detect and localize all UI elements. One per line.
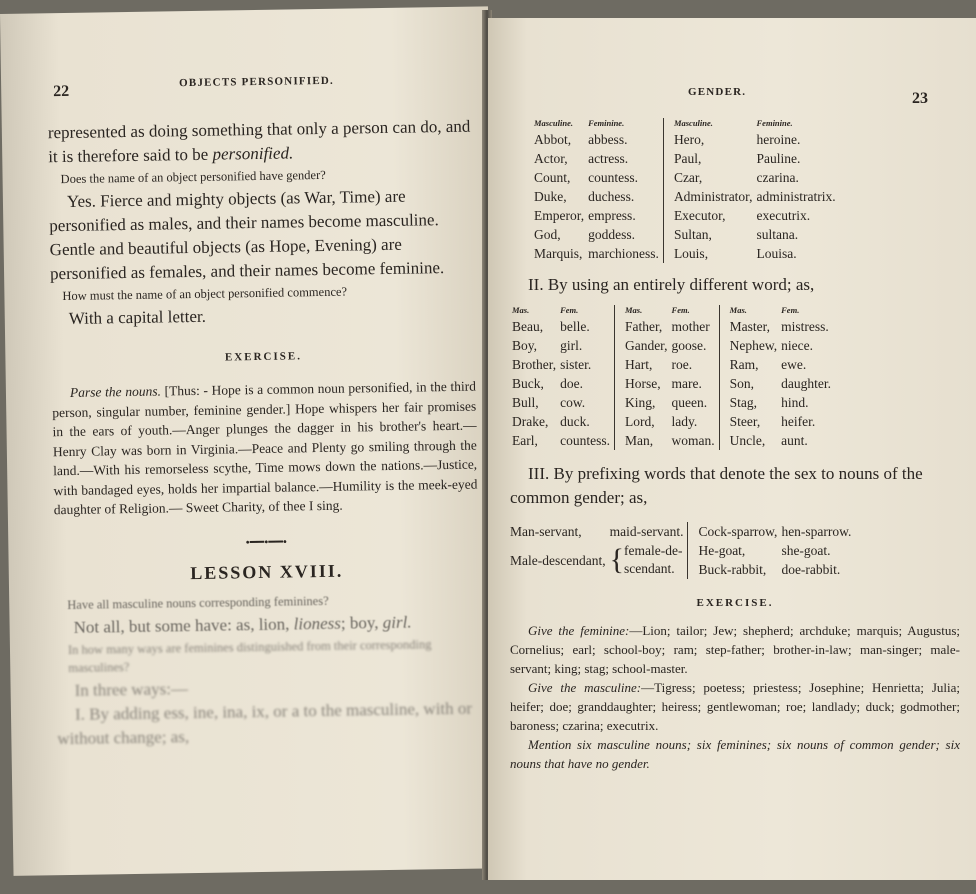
table-cell: King, bbox=[614, 393, 671, 412]
column-header: Masculine. bbox=[663, 118, 756, 130]
question: How must the name of an object personified commence? bbox=[62, 284, 348, 304]
table-cell: lady. bbox=[671, 414, 698, 429]
table-cell: Man-servant, bbox=[510, 524, 582, 539]
table-row bbox=[512, 374, 835, 393]
table-cell: He-goat, bbox=[688, 541, 781, 560]
table-cell: hind. bbox=[781, 395, 809, 410]
table-cell: Administrator, bbox=[663, 187, 756, 206]
word-table-1 bbox=[534, 118, 840, 263]
table-cell: Drake, bbox=[512, 414, 549, 429]
table-row bbox=[534, 168, 840, 187]
table-cell: girl. bbox=[560, 338, 583, 353]
table-cell: doe-rabbit. bbox=[781, 562, 841, 577]
table-cell: Count, bbox=[534, 170, 571, 185]
table-cell: Czar, bbox=[663, 168, 756, 187]
lesson-title: LESSON XVIII. bbox=[190, 560, 344, 583]
exercise-instruction: Give the masculine: bbox=[528, 680, 642, 695]
table-cell: hen-sparrow. bbox=[781, 524, 852, 539]
paragraph: represented as doing something that only a person can do, and it is therefore said to be bbox=[47, 116, 471, 167]
table-cell: Earl, bbox=[512, 433, 538, 448]
table-cell: cow. bbox=[560, 395, 586, 410]
table-cell: administratrix. bbox=[756, 189, 836, 204]
table-cell: Nephew, bbox=[719, 336, 781, 355]
table-cell: Cock-sparrow, bbox=[688, 522, 781, 541]
table-cell: goose. bbox=[671, 338, 707, 353]
table-cell: abbess. bbox=[588, 132, 628, 147]
column-header: Fem. bbox=[781, 305, 800, 315]
table-cell: niece. bbox=[781, 338, 813, 353]
table-cell: God, bbox=[534, 227, 561, 242]
right-body bbox=[510, 118, 960, 773]
table-cell: actress. bbox=[588, 151, 629, 166]
question: In how many ways are feminines distinguished from their corresponding masculines? bbox=[67, 636, 432, 675]
table-row bbox=[534, 187, 840, 206]
column-header: Feminine. bbox=[756, 118, 793, 128]
table-cell: Brother, bbox=[512, 357, 557, 372]
emphasis: personified. bbox=[212, 143, 294, 164]
table-cell: Hart, bbox=[614, 355, 671, 374]
column-header: Fem. bbox=[671, 305, 690, 315]
answer: In three ways:— bbox=[74, 678, 189, 700]
section-heading: III. By prefixing words that denote the sex to nouns of the common gender; as, bbox=[510, 464, 923, 507]
table-cell: Paul, bbox=[663, 149, 756, 168]
column-header: Fem. bbox=[560, 305, 579, 315]
question: Does the name of an object personified have gender? bbox=[60, 167, 326, 187]
table-cell: Actor, bbox=[534, 151, 568, 166]
answer: With a capital letter. bbox=[68, 306, 207, 328]
table-row bbox=[512, 317, 835, 336]
table-cell: Abbot, bbox=[534, 132, 572, 147]
brace-glyph: { bbox=[609, 543, 624, 576]
emphasis: girl. bbox=[382, 612, 412, 632]
table-cell: Louisa. bbox=[756, 246, 797, 261]
table-cell: belle. bbox=[560, 319, 590, 334]
table-row bbox=[534, 130, 840, 149]
table-cell: Uncle, bbox=[719, 431, 781, 450]
table-cell: Stag, bbox=[719, 393, 781, 412]
column-header: Mas. bbox=[614, 305, 671, 317]
table-cell: Emperor, bbox=[534, 208, 585, 223]
table-cell: Father, bbox=[614, 317, 671, 336]
table-cell: Executor, bbox=[663, 206, 756, 225]
column-header: Feminine. bbox=[588, 118, 625, 128]
table-row bbox=[512, 393, 835, 412]
table-cell: ewe. bbox=[781, 357, 807, 372]
table-cell: heroine. bbox=[756, 132, 801, 147]
table-cell: Master, bbox=[719, 317, 781, 336]
table-cell-line: scendant. bbox=[624, 561, 675, 576]
table-cell: countess. bbox=[588, 170, 638, 185]
table-cell: duchess. bbox=[588, 189, 635, 204]
table-cell: Duke, bbox=[534, 189, 567, 204]
left-body bbox=[48, 115, 482, 751]
table-cell: mare. bbox=[671, 376, 702, 391]
table-cell: Lord, bbox=[614, 412, 671, 431]
table-cell: marchioness. bbox=[588, 246, 659, 261]
table-cell: roe. bbox=[671, 357, 693, 372]
table-cell: maid-servant. bbox=[609, 524, 684, 539]
table-cell: Sultan, bbox=[663, 225, 756, 244]
table-cell: Beau, bbox=[512, 319, 544, 334]
table-cell: Buck-rabbit, bbox=[688, 560, 781, 579]
section-heading: II. By using an entirely different word; as, bbox=[528, 275, 815, 294]
exercise-text: —Tigress; poetess; priestess; Josephine; Henrietta; Julia; heifer; doe; granddaughter; heiress; gentlewoman; roe; landlady; duck; godmother; baroness; czarina; executrix. bbox=[510, 680, 960, 733]
running-head: GENDER. bbox=[688, 86, 747, 98]
answer: Not all, but some have: as, lion, bbox=[73, 614, 290, 637]
table-cell: goddess. bbox=[588, 227, 635, 242]
table-cell: queen. bbox=[671, 395, 708, 410]
exercise-text: —Lion; tailor; Jew; shepherd; archduke; marquis; Augustus; Cornelius; earl; school-boy; ram; step-father; brother-in-law; man-singer; male-servant; king; stag; school-master. bbox=[510, 623, 961, 676]
running-head: OBJECTS PERSONIFIED. bbox=[179, 74, 334, 90]
emphasis: lioness bbox=[293, 613, 342, 633]
word-table-3 bbox=[510, 522, 855, 579]
table-cell: executrix. bbox=[756, 208, 811, 223]
table-cell: Steer, bbox=[719, 412, 781, 431]
table-cell: heifer. bbox=[781, 414, 816, 429]
table-cell: czarina. bbox=[756, 170, 799, 185]
table-cell: empress. bbox=[588, 208, 636, 223]
table-cell: Bull, bbox=[512, 395, 539, 410]
table-cell: she-goat. bbox=[781, 543, 831, 558]
table-cell: Louis, bbox=[663, 244, 756, 263]
table-cell: sister. bbox=[560, 357, 592, 372]
exercise-instruction: Parse the nouns. bbox=[69, 383, 161, 400]
column-header: Mas. bbox=[719, 305, 781, 317]
table-row bbox=[512, 336, 835, 355]
table-cell: Horse, bbox=[614, 374, 671, 393]
exercise-heading: EXERCISE. bbox=[696, 597, 774, 609]
table-cell-braced bbox=[610, 541, 688, 579]
table-cell: Pauline. bbox=[756, 151, 801, 166]
answer: I. By adding ess, ine, ina, ix, or a to the masculine, with or without change; as, bbox=[57, 698, 473, 748]
table-cell: duck. bbox=[560, 414, 590, 429]
answer-tail: ; boy, bbox=[340, 612, 379, 633]
table-cell: mother bbox=[671, 319, 710, 334]
table-cell: Man, bbox=[614, 431, 671, 450]
answer: Yes. Fierce and mighty objects (as War, Time) are personified as males, and their names become masculine. Gentle and beautiful objects (as Hope, Evening) are personified as females, and their names become feminine. bbox=[49, 186, 445, 284]
table-row bbox=[534, 244, 840, 263]
table-cell: Buck, bbox=[512, 376, 544, 391]
column-header: Mas. bbox=[512, 305, 530, 315]
table-row bbox=[534, 206, 840, 225]
table-cell: daughter. bbox=[781, 376, 832, 391]
table-cell: Marquis, bbox=[534, 246, 583, 261]
table-cell: Gander, bbox=[614, 336, 671, 355]
table-cell: Boy, bbox=[512, 338, 538, 353]
right-page bbox=[488, 18, 976, 880]
table-row bbox=[512, 431, 835, 450]
column-header: Masculine. bbox=[534, 118, 573, 128]
page-number: 23 bbox=[912, 90, 928, 107]
table-row bbox=[534, 225, 840, 244]
question: Have all masculine nouns corresponding feminines? bbox=[67, 593, 329, 612]
table-cell: woman. bbox=[671, 433, 715, 448]
ornament-divider: •━━•━━• bbox=[245, 534, 288, 549]
table-cell: aunt. bbox=[781, 433, 808, 448]
table-cell: Male-descendant, bbox=[510, 552, 606, 568]
table-cell: sultana. bbox=[756, 227, 799, 242]
page-number: 22 bbox=[53, 82, 70, 101]
table-cell: mistress. bbox=[781, 319, 829, 334]
table-cell: Son, bbox=[719, 374, 781, 393]
table-cell: Ram, bbox=[719, 355, 781, 374]
exercise-heading: EXERCISE. bbox=[224, 350, 303, 364]
left-page bbox=[0, 6, 501, 876]
exercise-instruction: Mention six masculine nouns; six feminines; six nouns of common gender; six nouns that have no gender. bbox=[510, 737, 960, 771]
table-cell: Hero, bbox=[663, 130, 756, 149]
table-row bbox=[534, 149, 840, 168]
exercise-text: [Thus: - Hope is a common noun personified, in the third person, singular number, feminine gender.] Hope whispers her fair promises in the ears of youth.—Anger plunges the dagger in his brother's heart.—Henry Clay was born in Virginia.—Peace and Plenty go smiling through the land.—With his remorseless scythe, Time mows down the nations.—Justice, with bandaged eyes, holds her impartial balance.—Humility is the meek-eyed daughter of Religion.— Sweet Charity, of thee I sing. bbox=[52, 378, 478, 518]
table-cell: doe. bbox=[560, 376, 583, 391]
table-cell-line: female-de- bbox=[624, 543, 683, 558]
table-row bbox=[512, 412, 835, 431]
exercise-instruction: Give the feminine: bbox=[528, 623, 630, 638]
table-row bbox=[512, 355, 835, 374]
word-table-2 bbox=[512, 305, 835, 450]
table-cell: countess. bbox=[560, 433, 610, 448]
